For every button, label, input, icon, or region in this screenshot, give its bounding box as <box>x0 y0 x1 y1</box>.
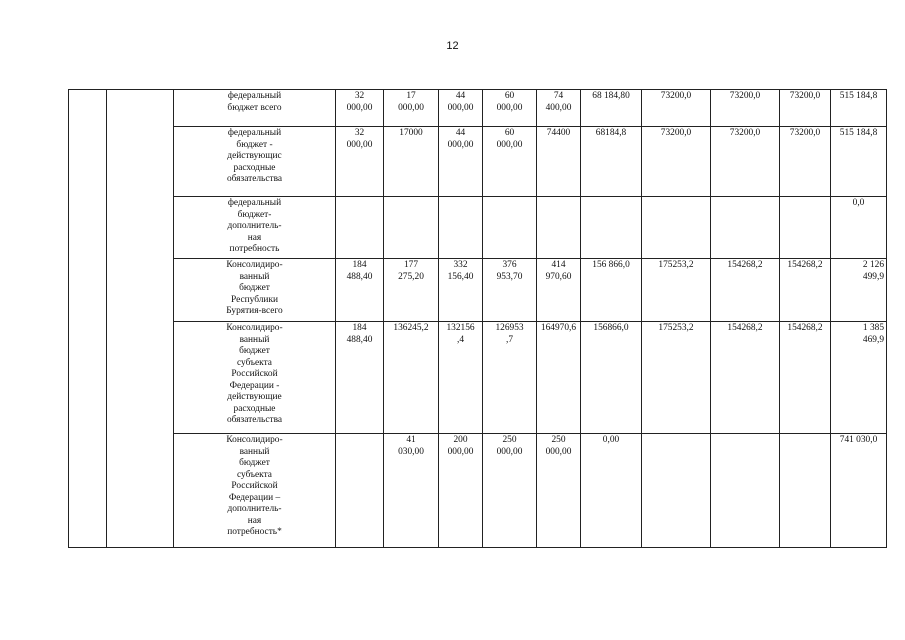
value-cell: 175253,2 <box>642 259 711 322</box>
value-cell: 32 000,00 <box>336 127 384 197</box>
value-cell: 1 385 469,9 <box>831 322 887 434</box>
value-cell: 332 156,40 <box>439 259 483 322</box>
row-label: Консолидиро- ванный бюджет субъекта Российской Федерации – дополнитель- ная потребность* <box>174 434 336 548</box>
table-row <box>69 322 887 434</box>
value-cell: 156 866,0 <box>581 259 642 322</box>
value-cell: 0,00 <box>581 434 642 548</box>
value-cell: 68184,8 <box>581 127 642 197</box>
value-cell: 154268,2 <box>711 322 780 434</box>
value-cell: 74400 <box>537 127 581 197</box>
value-cell: 73200,0 <box>711 127 780 197</box>
value-cell: 44 000,00 <box>439 90 483 127</box>
value-cell <box>336 434 384 548</box>
value-cell: 164970,6 <box>537 322 581 434</box>
table-row <box>69 127 887 197</box>
value-cell: 154268,2 <box>711 259 780 322</box>
row-label: Консолидиро- ванный бюджет Республики Бурятия-всего <box>174 259 336 322</box>
value-cell: 515 184,8 <box>831 90 887 127</box>
value-cell: 154268,2 <box>780 322 831 434</box>
value-cell: 126953 ,7 <box>483 322 537 434</box>
value-cell: 73200,0 <box>642 127 711 197</box>
value-cell: 60 000,00 <box>483 127 537 197</box>
value-cell: 74 400,00 <box>537 90 581 127</box>
value-cell <box>483 197 537 259</box>
value-cell: 17000 <box>384 127 439 197</box>
value-cell: 44 000,00 <box>439 127 483 197</box>
value-cell: 17 000,00 <box>384 90 439 127</box>
value-cell <box>711 197 780 259</box>
value-cell: 73200,0 <box>642 90 711 127</box>
table-row <box>69 259 887 322</box>
value-cell <box>537 197 581 259</box>
value-cell: 68 184,80 <box>581 90 642 127</box>
value-cell <box>642 434 711 548</box>
blank-cell <box>69 90 107 548</box>
value-cell: 184 488,40 <box>336 259 384 322</box>
value-cell: 515 184,8 <box>831 127 887 197</box>
value-cell: 73200,0 <box>711 90 780 127</box>
value-cell: 73200,0 <box>780 127 831 197</box>
row-label: Консолидиро- ванный бюджет субъекта Российской Федерации - действующие расходные обязательства <box>174 322 336 434</box>
value-cell: 250 000,00 <box>537 434 581 548</box>
value-cell <box>711 434 780 548</box>
value-cell: 154268,2 <box>780 259 831 322</box>
value-cell: 136245,2 <box>384 322 439 434</box>
value-cell: 60 000,00 <box>483 90 537 127</box>
table-row <box>69 197 887 259</box>
table-row <box>69 434 887 548</box>
value-cell: 200 000,00 <box>439 434 483 548</box>
value-cell: 0,0 <box>831 197 887 259</box>
value-cell: 175253,2 <box>642 322 711 434</box>
value-cell: 414 970,60 <box>537 259 581 322</box>
value-cell <box>780 434 831 548</box>
value-cell: 2 126 499,9 <box>831 259 887 322</box>
row-label: федеральный бюджет- дополнитель- ная потребность <box>174 197 336 259</box>
row-label: федеральный бюджет всего <box>174 90 336 127</box>
blank-cell <box>107 90 174 548</box>
page-number: 12 <box>446 40 459 52</box>
value-cell: 132156 ,4 <box>439 322 483 434</box>
value-cell: 32 000,00 <box>336 90 384 127</box>
value-cell: 250 000,00 <box>483 434 537 548</box>
value-cell: 41 030,00 <box>384 434 439 548</box>
value-cell: 184 488,40 <box>336 322 384 434</box>
value-cell: 177 275,20 <box>384 259 439 322</box>
budget-table <box>68 89 887 548</box>
value-cell <box>780 197 831 259</box>
value-cell: 156866,0 <box>581 322 642 434</box>
value-cell <box>642 197 711 259</box>
value-cell: 741 030,0 <box>831 434 887 548</box>
value-cell <box>581 197 642 259</box>
table-row <box>69 90 887 127</box>
value-cell <box>384 197 439 259</box>
value-cell <box>336 197 384 259</box>
row-label: федеральный бюджет - действующис расходные обязательства <box>174 127 336 197</box>
value-cell <box>439 197 483 259</box>
value-cell: 376 953,70 <box>483 259 537 322</box>
value-cell: 73200,0 <box>780 90 831 127</box>
